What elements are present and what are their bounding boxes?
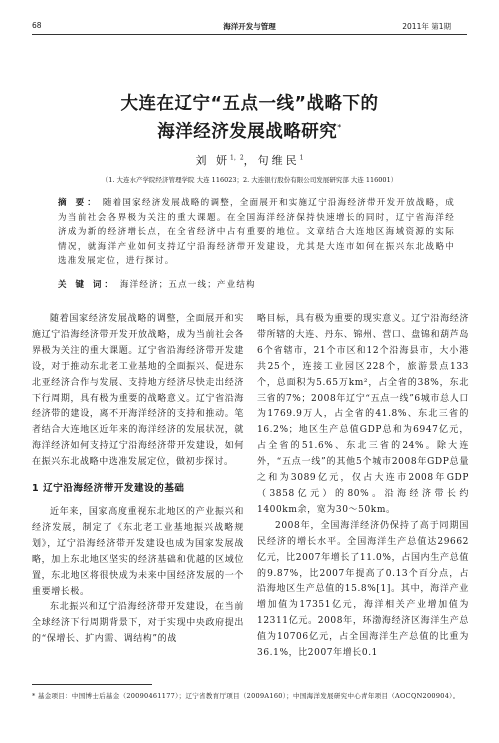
footnote-rule xyxy=(32,684,152,685)
issue-label: 2011年 第1期 xyxy=(402,22,451,31)
title-line-1: 大连在辽宁“五点一线”战略下的 xyxy=(120,94,379,114)
abstract-text: 随着国家经济发展战略的调整，全面展开和实施辽宁沿海经济带开发开放战略，成为当前社会各界极为关注的重大课题。在全国海洋经济保持快速增长的同时，辽宁省海洋经济成为新的经济增长点，在全省经济中占有重要的地位。文章结合大连地区海域资源的实际情况，就海洋产业如何支持辽宁沿海经济带开发建设，尤其是大连市如何在振兴东北战略中选准发展定位，进行探讨。 xyxy=(58,198,455,266)
author-line xyxy=(0,152,499,168)
body-paragraph: 东北振兴和辽宁沿海经济带开发建设，在当前全球经济下行周期背景下，对于实现中央政府提出的“保增长、扩内需、调结构”的战 xyxy=(32,602,244,645)
right-column xyxy=(257,312,469,662)
body-paragraph: 略目标，具有极为重要的现实意义。辽宁沿海经济带所辖的大连、丹东、锦州、营口、盘锦和葫芦岛6个省辖市，21个市区和12个沿海县市，大小港共25个，连接工业园区228个，旅游景点133个，总面积为5.65万km²，占全省的38%，东北三省的7%；2008年辽宁“五点一线”6城市总人口为1769.9万人，占全省的41.8%、东北三省的16.2%；地区生产总值GDP总和为6947亿元，占全省的51.6%、东北三省的24%。除大连外，“五点一线”的其他5个城市2008年GDP总量之和为3089亿元，仅占大连市2008年GDP（3858亿元）的80%。沿海经济带长约1400km余，宽为30～50km。 xyxy=(257,314,469,515)
keywords xyxy=(58,278,455,290)
body-paragraph: 2008年，全国海洋经济仍保持了高于同期国民经济的增长水平。全国海洋生产总值达29662亿元，比2007年增长了11.0%，占国内生产总值的9.87%，比2007年提高了0.13个百分点，占沿海地区生产总值的15.8%[1]。其中，海洋产业增加值为17351亿元，海洋相关产业增加值为12311亿元。2008年，环渤海经济区海洋生产总值为10706亿元，占全国海洋生产总值的比重为36.1%，比2007年增长0.1 xyxy=(257,520,469,659)
keywords-text: 海洋经济；五点一线；产业结构 xyxy=(119,280,256,290)
keywords-label: 关 键 词： xyxy=(58,280,116,290)
running-header xyxy=(18,18,481,34)
abstract xyxy=(58,196,455,269)
body-paragraph: 随着国家经济发展战略的调整，全面展开和实施辽宁沿海经济带开发开放战略，成为当前社会各界极为关注的重大课题。辽宁省沿海经济带开发建设，对于推动东北老工业基地的全面振兴、促进东北亚经济合作与发展、支持地方经济尽快走出经济下行周期，具有极为重要的战略意义。辽宁省沿海经济带的建设，离不开海洋经济的支持和推动。笔者结合大连地区近年来的海洋经济的发展状况，就海洋经济如何支持辽宁沿海经济带开发建设，如何在振兴东北战略中选准发展定位，做初步探讨。 xyxy=(32,314,244,468)
author-1: 刘 妍 xyxy=(195,154,231,167)
abstract-label: 摘 要： xyxy=(58,198,99,208)
footnote: * 基金项目：中国博士后基金（20090461177）；辽宁省教育厅项目（2009A160）；中国海洋发展研究中心青年项目（AOCQN200904）。 xyxy=(32,692,460,700)
title-line-2 xyxy=(0,116,499,144)
left-column xyxy=(32,312,244,648)
author-2-affil: 1 xyxy=(299,154,304,162)
article-title xyxy=(0,92,499,144)
body-paragraph: 近年来，国家高度重视东北地区的产业振兴和经济发展，制定了《东北老工业基地振兴战略规划》，辽宁沿海经济带开发建设也成为国家发展战略，加上东北地区坚实的经济基础和优越的区域位置，东北地区将很快成为未来中国经济发展的一个重要增长极。 xyxy=(32,506,244,597)
author-2: ，句维民 xyxy=(243,154,300,167)
page-number: 68 xyxy=(32,21,42,30)
title-line-2-text: 海洋经济发展战略研究 xyxy=(157,121,338,142)
section-heading: 1 辽宁沿海经济带开发建设的基础 xyxy=(32,483,185,495)
affiliations: （1. 大连水产学院经济管理学院 大连 116023；2. 大连银行股份有限公司发展研究部 大连 116001） xyxy=(101,176,398,184)
author-1-affil: 1，2 xyxy=(230,154,244,162)
header-rule xyxy=(32,34,467,35)
journal-name: 海洋开发与管理 xyxy=(223,22,276,31)
title-footnote-mark: * xyxy=(337,123,342,132)
